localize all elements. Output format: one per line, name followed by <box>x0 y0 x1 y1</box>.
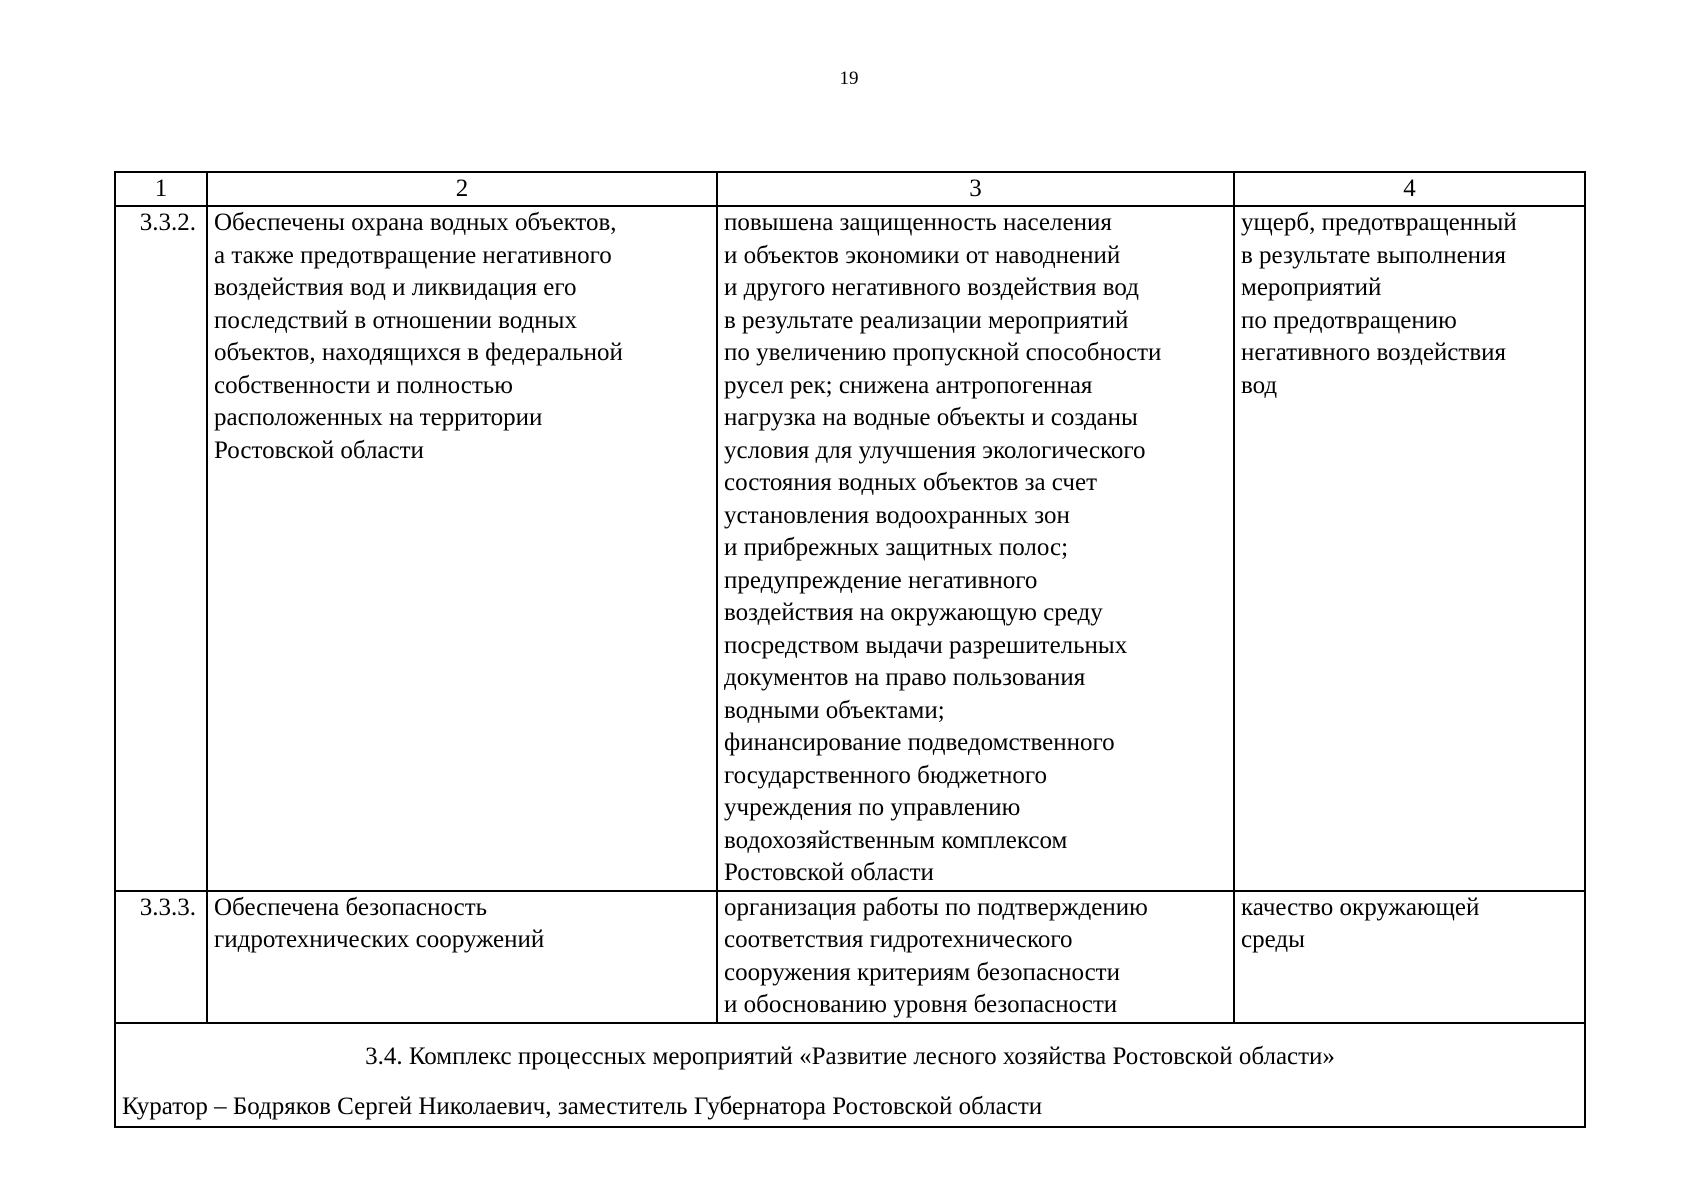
indicator-cell: качество окружающей среды <box>1234 891 1585 1023</box>
task-cell: Обеспечены охрана водных объектов, а также предотвращение негативного воздействия вод и ликвидация его последствий в отношении водных объектов, находящихся в федеральной собственности и полностью расположенных на территории Ростовской области <box>207 206 717 891</box>
column-header-1: 1 <box>115 172 207 206</box>
indicator-cell: ущерб, предотвращенный в результате выполнения мероприятий по предотвращению негативного воздействия вод <box>1234 206 1585 891</box>
description-cell: повышена защищенность населения и объектов экономики от наводнений и другого негативного воздействия вод в результате реализации мероприятий по увеличению пропускной способности русел рек; снижена антропогенная нагрузка на водные объекты и созданы условия для улучшения экологического состояния водных объектов за счет установления водоохранных зон и прибрежных защитных полос; предупреждение негативного воздействия на окружающую среду посредством выдачи разрешительных документов на право пользования водными объектами; финансирование подведомственного государственного бюджетного учреждения по управлению водохозяйственным комплексом Ростовской области <box>717 206 1234 891</box>
task-cell: Обеспечена безопасность гидротехнических сооружений <box>207 891 717 1023</box>
section-row <box>115 1023 1585 1127</box>
column-header-4: 4 <box>1234 172 1585 206</box>
column-header-3: 3 <box>717 172 1234 206</box>
row-number: 3.3.3. <box>115 891 207 1023</box>
table-row <box>115 206 1585 891</box>
table-row <box>115 891 1585 1023</box>
table-header-row <box>115 172 1585 206</box>
page-number: 19 <box>839 68 859 89</box>
results-table <box>114 171 1586 1128</box>
curator-line: Куратор – Бодряков Сергей Николаевич, заместитель Губернатора Ростовской области <box>122 1092 1043 1120</box>
row-number: 3.3.2. <box>115 206 207 891</box>
description-cell: организация работы по подтверждению соответствия гидротехнического сооружения критериям безопасности и обоснованию уровня безопасности <box>717 891 1234 1023</box>
section-cell <box>115 1023 1585 1127</box>
section-title: 3.4. Комплекс процессных мероприятий «Развитие лесного хозяйства Ростовской области» <box>365 1042 1335 1070</box>
column-header-2: 2 <box>207 172 717 206</box>
